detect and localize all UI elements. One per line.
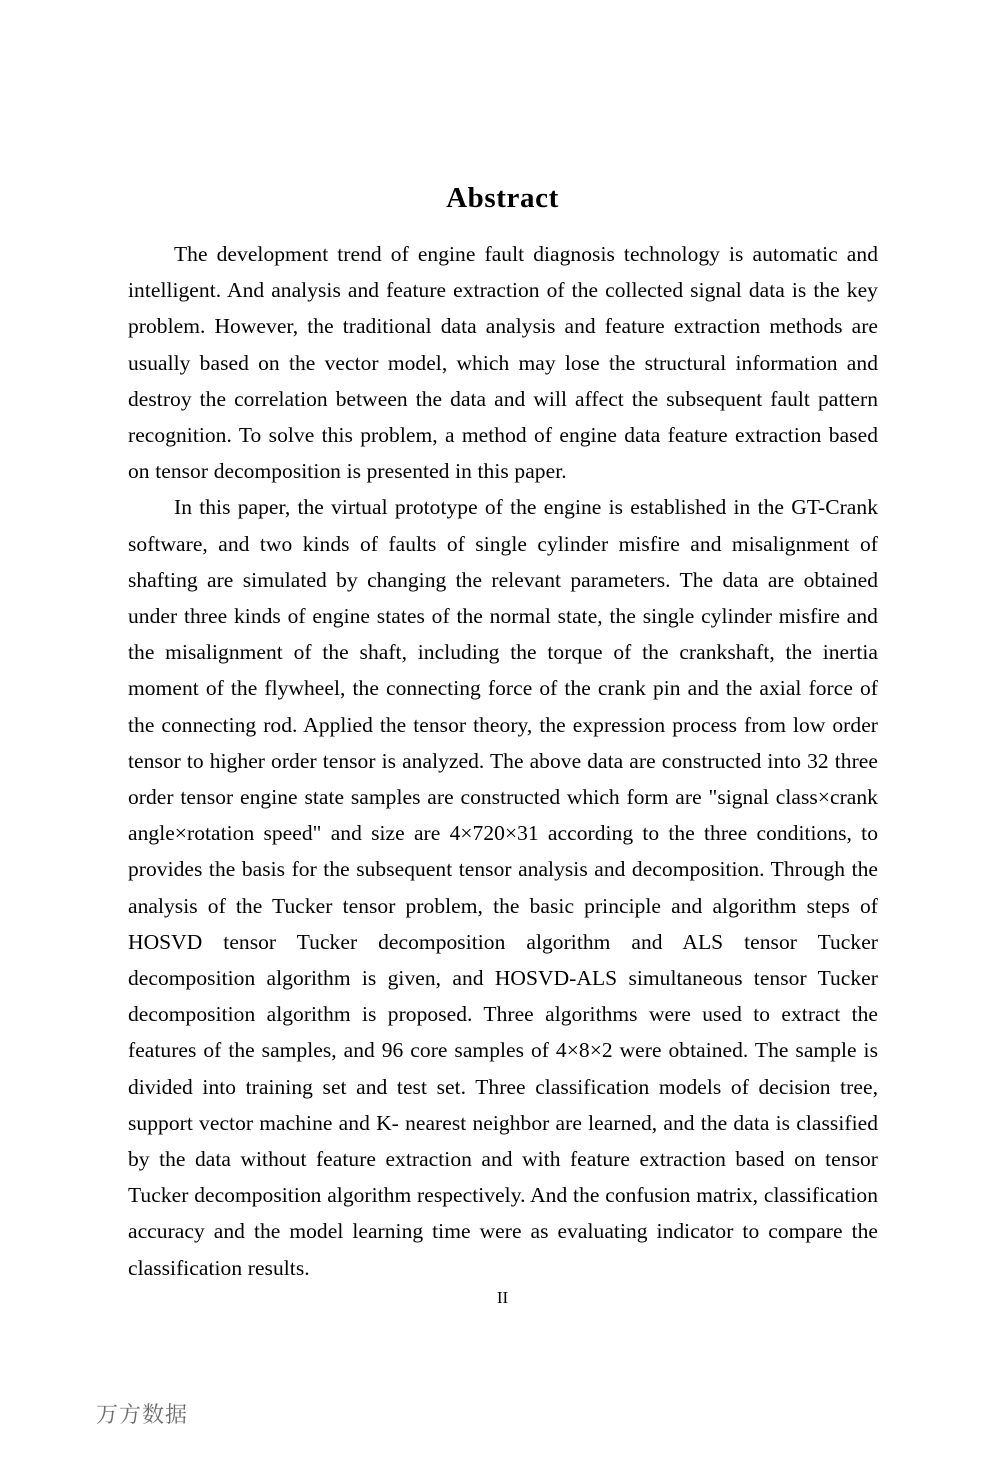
abstract-paragraph: In this paper, the virtual prototype of the engine is established in the GT-Crank software, and two kinds of faults of single cylinder misfire and misalignment of shafting are simulated by changing the relevant parameters. The data are obtained under three kinds of engine states of the normal state, the single cylinder misfire and the misalignment of the shaft, including the torque of the crankshaft, the inertia moment of the flywheel, the connecting force of the crank pin and the axial force of the connecting rod. Applied the tensor theory, the expression process from low order tensor to higher order tensor is analyzed. The above data are constructed into 32 three order tensor engine state samples are constructed which form are "signal class×crank angle×rotation speed" and size are 4×720×31 according to the three conditions, to provides the basis for the subsequent tensor analysis and decomposition. Through the analysis of the Tucker tensor problem, the basic principle and algorithm steps of HOSVD tensor Tucker decomposition algorithm and ALS tensor Tucker decomposition algorithm is given, and HOSVD-ALS simultaneous tensor Tucker decomposition algorithm is proposed. Three algorithms were used to extract the features of the samples, and 96 core samples of 4×8×2 were obtained. The sample is divided into training set and test set. Three classification models of decision tree, support vector machine and K- nearest neighbor are learned, and the data is classified by the data without feature extraction and with feature extraction based on tensor Tucker decomposition algorithm respectively. And the confusion matrix, classification accuracy and the model learning time were as evaluating indicator to compare the classification results. [128,495,878,1280]
wanfang-data-watermark: 万方数据 [96,1403,189,1428]
abstract-paragraph: The development trend of engine fault diagnosis technology is automatic and intelligent. And analysis and feature extraction of the collected signal data is the key problem. However, the traditional data analysis and feature extraction methods are usually based on the vector model, which may lose the structural information and destroy the correlation between the data and will affect the subsequent fault pattern recognition. To solve this problem, a method of engine data feature extraction based on tensor decomposition is presented in this paper. [128,242,878,484]
page-number: II [496,1288,509,1307]
page-title: Abstract [446,182,559,215]
abstract-body [128,236,878,1286]
